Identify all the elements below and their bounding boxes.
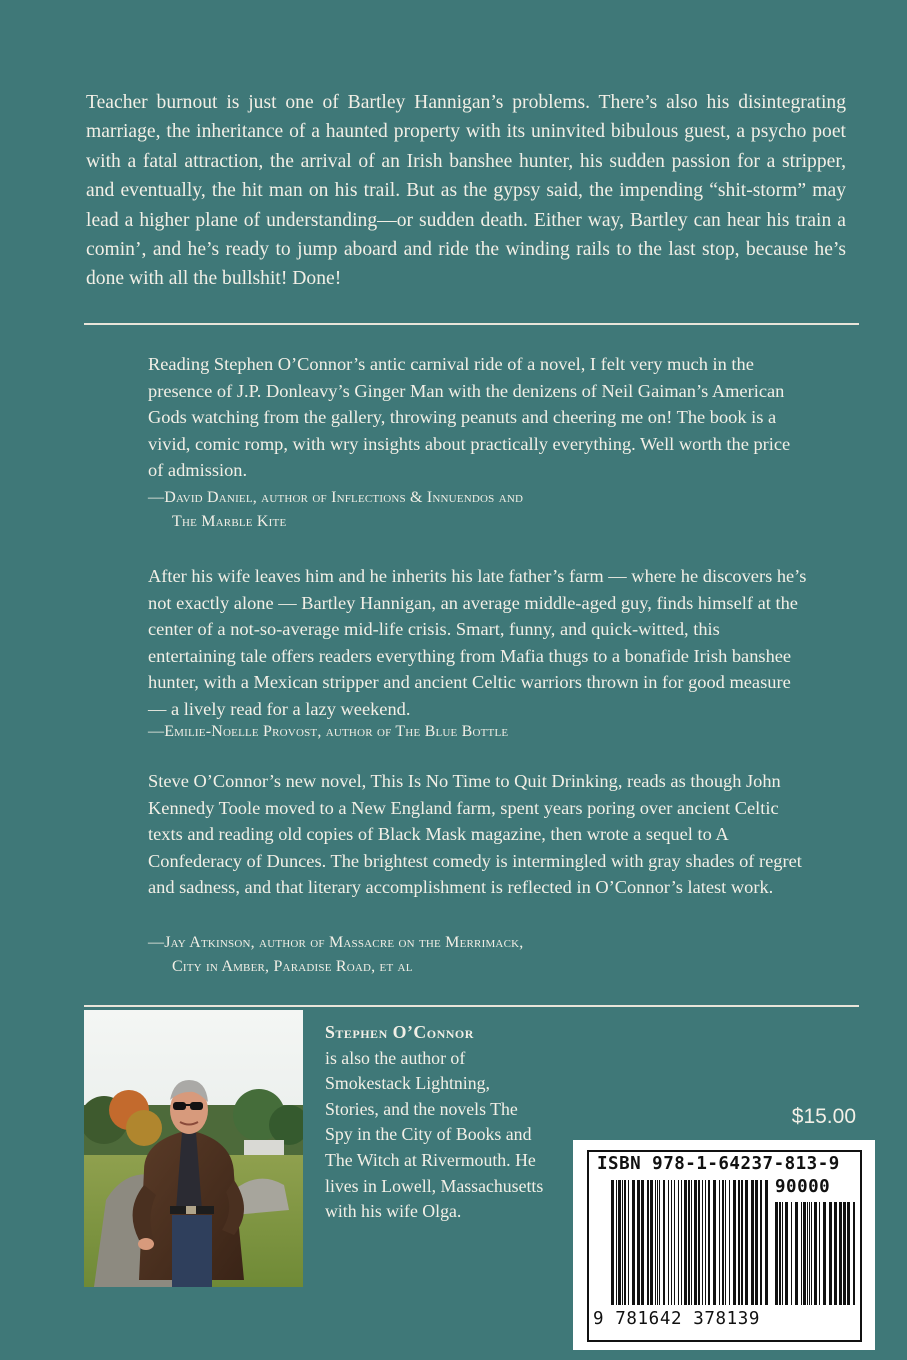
barcode-stripe bbox=[847, 1202, 850, 1305]
barcode-stripe bbox=[684, 1180, 687, 1305]
barcode-stripe bbox=[725, 1180, 726, 1305]
barcode-stripe bbox=[637, 1180, 640, 1305]
barcode-stripe bbox=[722, 1180, 724, 1305]
barcode-stripe bbox=[785, 1202, 788, 1305]
author-name: Stephen O’Connor bbox=[325, 1022, 474, 1042]
barcode-stripe bbox=[807, 1202, 808, 1305]
barcode-stripe bbox=[765, 1180, 768, 1305]
barcode-stripe bbox=[801, 1202, 802, 1305]
author-bio-text: is also the author of Smokestack Lightning, Stories, and the novels The Spy in the City of Books and The Witch at Rivermouth. He lives in Lowell, Massachusetts with his wife Olga. bbox=[325, 1047, 544, 1222]
barcode-stripe bbox=[694, 1180, 697, 1305]
isbn-text: ISBN 978-1-64237-813-9 bbox=[597, 1154, 840, 1174]
review-attribution-3-line2: City in Amber, Paradise Road, et al bbox=[172, 958, 413, 975]
review-quote-2: After his wife leaves him and he inherits his late father’s farm — where he discovers he’s not exactly alone — Bartley Hannigan, an average middle-aged guy, finds himself at the center of a not-so-average mid-life crisis. Smart, funny, and quick-witted, this entertaining tale offers readers everything from Mafia thugs to a bonafide Irish banshee hunter, with a Mexican stripper and ancient Celtic warriors thrown in for good measure — a lively read for a lazy weekend. bbox=[148, 566, 807, 719]
barcode-stripe bbox=[663, 1180, 665, 1305]
barcode-stripe bbox=[632, 1180, 635, 1305]
barcode-stripe bbox=[659, 1180, 660, 1305]
barcode-stripe bbox=[671, 1180, 672, 1305]
barcode-stripe bbox=[803, 1202, 806, 1305]
barcode-stripe bbox=[823, 1202, 826, 1305]
barcode-stripe bbox=[657, 1180, 658, 1305]
review-attribution-2-line1: —Emilie-Noelle Provost, author of The Blue Bottle bbox=[148, 723, 509, 740]
barcode-stripe bbox=[719, 1180, 720, 1305]
barcode-stripe bbox=[678, 1180, 679, 1305]
barcode-stripe bbox=[814, 1202, 817, 1305]
barcode-stripe bbox=[834, 1202, 837, 1305]
barcode-stripe bbox=[616, 1180, 617, 1305]
barcode-stripe bbox=[791, 1202, 792, 1305]
barcode-stripe bbox=[618, 1180, 621, 1305]
barcode-stripe bbox=[795, 1202, 798, 1305]
barcode-stripe bbox=[655, 1180, 656, 1305]
ean-text: 9 781642 378139 bbox=[593, 1309, 761, 1329]
barcode-stripe bbox=[853, 1202, 855, 1305]
review-attribution-1 bbox=[148, 486, 798, 534]
barcode-stripe bbox=[624, 1180, 626, 1305]
barcode-stripe bbox=[647, 1180, 649, 1305]
barcode-stripe bbox=[745, 1180, 748, 1305]
barcode-stripe bbox=[741, 1180, 743, 1305]
barcode-stripe bbox=[751, 1180, 754, 1305]
barcode-stripe bbox=[839, 1202, 842, 1305]
barcode-stripe bbox=[713, 1180, 716, 1305]
author-photo bbox=[84, 1010, 303, 1287]
barcode-stripe bbox=[809, 1202, 810, 1305]
addon-code-text: 90000 bbox=[775, 1177, 831, 1197]
barcode-stripe bbox=[760, 1180, 762, 1305]
barcode-stripe bbox=[698, 1180, 700, 1305]
barcode-stripe bbox=[622, 1180, 623, 1305]
isbn-barcode bbox=[573, 1140, 875, 1350]
barcode-stripe bbox=[611, 1180, 614, 1305]
barcode-stripe bbox=[705, 1180, 706, 1305]
barcode-stripe bbox=[650, 1180, 653, 1305]
barcode-stripe bbox=[708, 1180, 710, 1305]
barcode-stripe bbox=[641, 1180, 644, 1305]
barcode-stripe bbox=[628, 1180, 629, 1305]
barcode-stripe bbox=[782, 1202, 783, 1305]
barcode-stripe bbox=[702, 1180, 703, 1305]
back-cover-blurb: Teacher burnout is just one of Bartley Hannigan’s problems. There’s also his disintegrating marriage, the inheritance of a haunted property with its uninvited bibulous guest, a psycho poet with a fatal attraction, the arrival of an Irish banshee hunter, his sudden passion for a stripper, and eventually, the hit man on his trail. But as the gypsy said, the impending “shit-storm” may lead a higher plane of understanding—or sudden death. Either way, Bartley can hear his train a comin’, and he’s ready to jump aboard and ride the winding rails to the last stop, because he’s done with all the bullshit! Done! bbox=[86, 92, 846, 290]
barcode-stripe bbox=[674, 1180, 675, 1305]
author-bio bbox=[325, 1020, 545, 1225]
review-attribution-1-line1: —David Daniel, author of Inflections & Innuendos and bbox=[148, 489, 524, 506]
review-attribution-3 bbox=[148, 931, 798, 979]
barcode-stripe bbox=[775, 1202, 778, 1305]
barcode-stripe bbox=[681, 1180, 682, 1305]
review-quote-1: Reading Stephen O’Connor’s antic carnival ride of a novel, I felt very much in the presence of J.P. Donleavy’s Ginger Man with the denizens of Neil Gaiman’s American Gods watching from the gallery, throwing peanuts and cheering me on! The book is a vivid, comic romp, with wry insights about practically everything. Well worth the price of admission. bbox=[148, 354, 791, 481]
review-quote-3: Steve O’Connor’s new novel, This Is No Time to Quit Drinking, reads as though John Kennedy Toole moved to a New England farm, spent years poring over ancient Celtic texts and reading old copies of Black Mask magazine, then wrote a sequel to A Confederacy of Dunces. The brightest comedy is intermingled with gray shades of regret and sadness, and that literary accomplishment is reflected in O’Connor’s latest work. bbox=[148, 771, 802, 898]
barcode-stripe bbox=[819, 1202, 820, 1305]
barcode-stripe bbox=[755, 1180, 758, 1305]
price-label: $15.00 bbox=[791, 1105, 856, 1128]
barcode-stripe bbox=[729, 1180, 730, 1305]
barcode-stripe bbox=[811, 1202, 812, 1305]
barcode-stripe bbox=[691, 1180, 692, 1305]
review-attribution-2 bbox=[148, 720, 798, 744]
review-attribution-1-line2: The Marble Kite bbox=[172, 513, 287, 530]
barcode-stripe bbox=[668, 1180, 669, 1305]
divider-top bbox=[84, 323, 859, 325]
barcode-stripe bbox=[779, 1202, 781, 1305]
barcode-stripe bbox=[733, 1180, 736, 1305]
barcode-stripe bbox=[843, 1202, 846, 1305]
review-attribution-3-line1: —Jay Atkinson, author of Massacre on the Merrimack, bbox=[148, 934, 524, 951]
barcode-stripe bbox=[829, 1202, 832, 1305]
barcode-stripe bbox=[688, 1180, 690, 1305]
divider-bottom bbox=[84, 1005, 859, 1007]
barcode-stripe bbox=[738, 1180, 740, 1305]
